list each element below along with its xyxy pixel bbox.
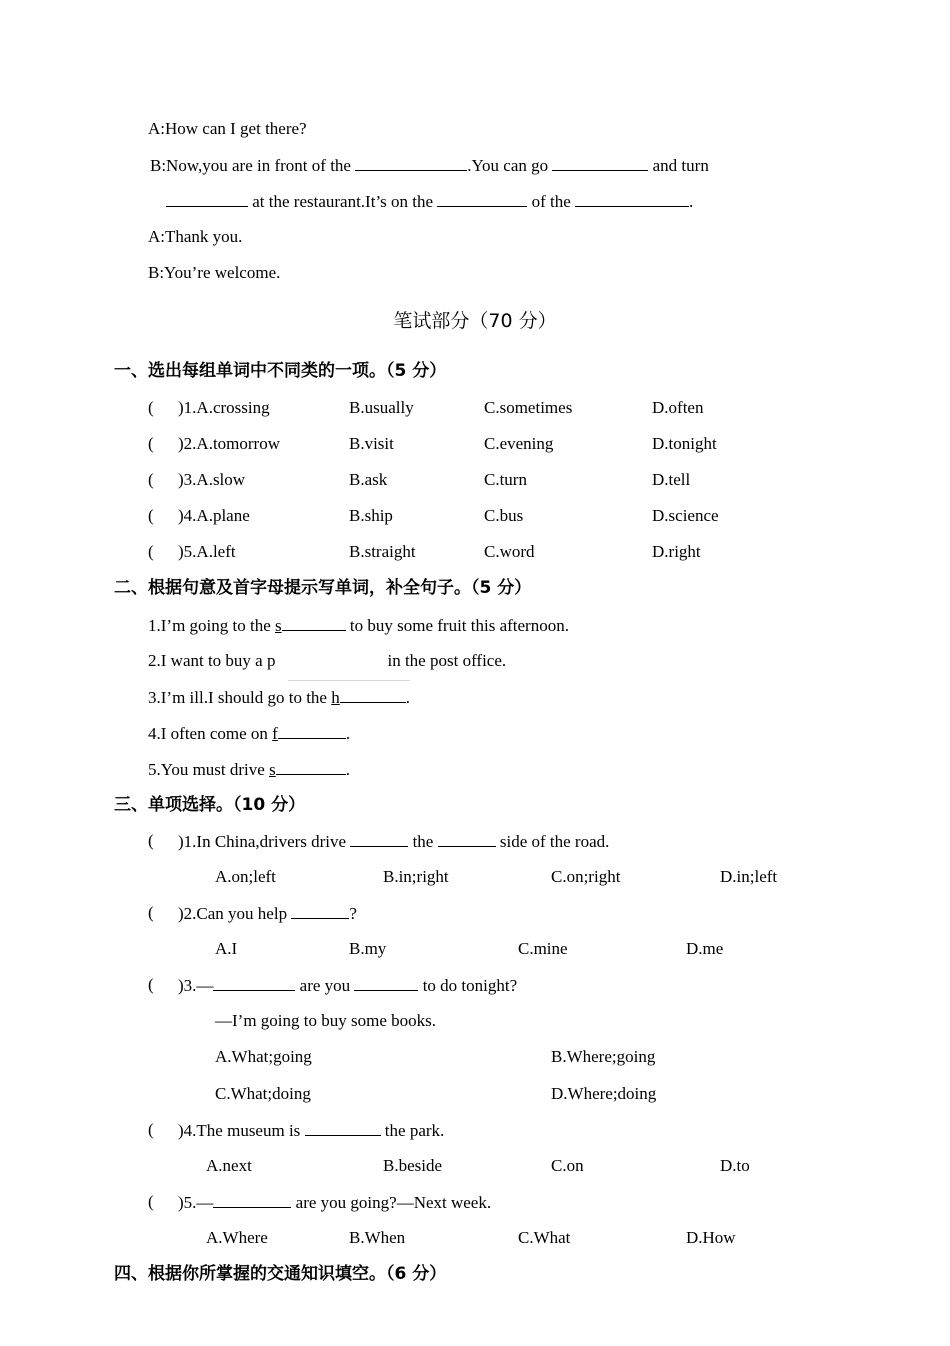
option-c: C.What;doing [215,1084,311,1103]
answer-paren[interactable]: ( [148,470,154,489]
option-a: )3.A.slow [178,470,246,489]
section-4-heading: 四、根据你所掌握的交通知识填空。（6 分） [114,1264,447,1284]
option-a: A.I [215,939,238,958]
option-c: C.evening [484,434,554,453]
blank[interactable] [350,830,408,847]
faint-underline [288,680,410,681]
dialogue-line-3: at the restaurant.It’s on the of the . [166,190,693,213]
blank[interactable] [278,722,346,739]
option-b: B.ship [349,506,393,525]
s2-question-1: 1.I’m going to the s to buy some fruit this afternoon. [148,616,569,635]
option-d: D.tonight [652,434,717,453]
dialogue-line-1: A:How can I get there? [148,119,307,138]
option-b: B.beside [383,1156,443,1175]
option-b: B.in;right [383,867,449,886]
option-b: B.straight [349,542,416,561]
option-d: D.How [686,1228,736,1247]
option-c: C.turn [484,470,527,489]
blank[interactable] [282,614,346,631]
blank[interactable] [438,830,496,847]
blank[interactable] [354,974,418,991]
option-d: D.right [652,542,701,561]
answer-paren[interactable]: ( [148,975,154,994]
section-3-heading: 三、单项选择。（10 分） [114,795,306,815]
option-a: A.on;left [215,867,276,886]
blank[interactable] [276,758,346,775]
option-a: A.Where [206,1228,268,1247]
answer-paren[interactable]: ( [148,398,154,417]
s2-question-2: 2.I want to buy a p in the post office. [148,651,507,670]
blank[interactable] [437,190,527,207]
option-b: B.usually [349,398,414,417]
option-a: A.What;going [215,1047,312,1066]
option-c: C.What [518,1228,571,1247]
blank[interactable] [552,154,648,171]
option-a: )4.A.plane [178,506,250,525]
option-c: C.mine [518,939,568,958]
s2-question-4: 4.I often come on f . [148,724,351,743]
option-a: )5.A.left [178,542,236,561]
option-c: C.word [484,542,535,561]
blank[interactable] [166,190,248,207]
option-c: C.on;right [551,867,621,886]
blank[interactable] [213,974,295,991]
s3-question-4: )4.The museum is the park. [178,1121,445,1140]
answer-paren[interactable]: ( [148,831,154,850]
dialogue-line-5: B:You’re welcome. [148,263,281,282]
answer-paren[interactable]: ( [148,1192,154,1211]
option-a: )1.A.crossing [178,398,270,417]
answer-paren[interactable]: ( [148,434,154,453]
option-d: D.me [686,939,724,958]
s2-question-3: 3.I’m ill.I should go to the h . [148,688,410,707]
page-title: 笔试部分（70 分） [393,310,557,332]
option-d: D.often [652,398,704,417]
blank[interactable] [291,902,349,919]
s3-question-1: )1.In China,drivers drive the side of the road. [178,832,610,851]
section-1-heading: 一、选出每组单词中不同类的一项。（5 分） [114,361,447,381]
blank[interactable] [575,190,689,207]
blank[interactable] [355,154,467,171]
answer-paren[interactable]: ( [148,903,154,922]
answer-paren[interactable]: ( [148,506,154,525]
answer-paren[interactable]: ( [148,1120,154,1139]
blank[interactable] [305,1119,381,1136]
option-b: B.visit [349,434,394,453]
option-d: D.science [652,506,719,525]
blank[interactable] [340,686,406,703]
answer-paren[interactable]: ( [148,542,154,561]
option-b: B.my [349,939,387,958]
option-d: D.to [720,1156,750,1175]
option-a: )2.A.tomorrow [178,434,280,453]
option-d: D.Where;doing [551,1084,657,1103]
dialogue-line-4: A:Thank you. [148,227,243,246]
s3-question-2: )2.Can you help ? [178,904,357,923]
s3-question-3-answer: —I’m going to buy some books. [215,1011,436,1030]
s3-question-5: )5.— are you going?—Next week. [178,1193,492,1212]
option-d: D.tell [652,470,691,489]
option-b: B.ask [349,470,388,489]
option-c: C.on [551,1156,584,1175]
option-b: B.Where;going [551,1047,656,1066]
dialogue-line-2: B:Now,you are in front of the .You can go and turn [150,156,709,175]
option-b: B.When [349,1228,406,1247]
section-2-heading: 二、根据句意及首字母提示写单词，补全句子。（5 分） [114,578,532,598]
option-c: C.bus [484,506,524,525]
option-c: C.sometimes [484,398,573,417]
s2-question-5: 5.You must drive s . [148,760,350,779]
blank[interactable] [213,1191,291,1208]
option-d: D.in;left [720,867,778,886]
s3-question-3: )3.— are you to do tonight? [178,976,518,995]
option-a: A.next [206,1156,252,1175]
